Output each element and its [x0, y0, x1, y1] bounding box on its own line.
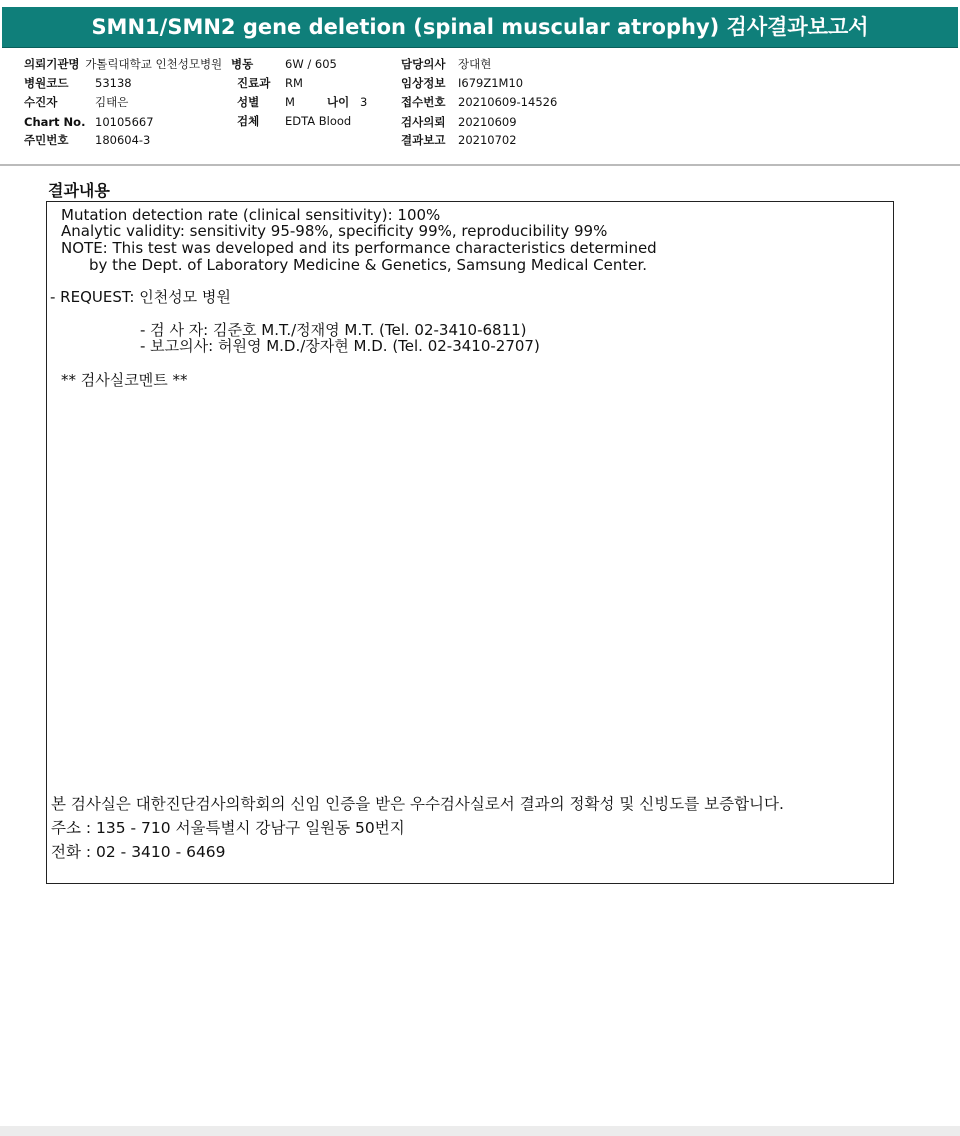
- result-line: by the Dept. of Laboratory Medicine & Genetics, Samsung Medical Center.: [89, 256, 648, 274]
- info-label: 의뢰기관명: [24, 57, 80, 71]
- info-value-report-date: 20210702: [458, 133, 517, 147]
- info-label: 검사의뢰: [401, 115, 446, 129]
- request-line: - REQUEST: 인천성모 병원: [50, 288, 231, 306]
- info-label: 성별: [237, 95, 260, 109]
- info-label: 임상정보: [401, 76, 446, 90]
- info-label: 병동: [231, 57, 254, 71]
- info-label-report-date: [401, 133, 445, 147]
- info-value-receipt-number: 20210609-14526: [458, 95, 558, 109]
- header-divider: [0, 164, 960, 166]
- info-label: 진료과: [237, 76, 271, 90]
- info-value-specimen: EDTA Blood: [285, 114, 352, 128]
- info-value-hospital-code: 53138: [95, 76, 132, 90]
- info-label: 담당의사: [401, 57, 446, 71]
- info-value-ward: 6W / 605: [285, 57, 337, 71]
- info-label: 검체: [237, 114, 260, 128]
- info-label-receipt-number: [401, 95, 445, 109]
- result-line: Mutation detection rate (clinical sensitivity): 100%: [61, 206, 441, 224]
- page-bottom-strip: [0, 1126, 960, 1136]
- info-row-requesting-institution: [24, 57, 222, 71]
- info-label: 병원코드: [24, 76, 69, 90]
- info-label-doctor: [401, 57, 445, 71]
- info-value-resident-number: 180604-3: [95, 133, 151, 147]
- section-title-results: 결과내용: [48, 181, 110, 200]
- info-label: 접수번호: [401, 95, 446, 109]
- info-value-request-date: 20210609: [458, 115, 517, 129]
- address-line: 주소 : 135 - 710 서울특별시 강남구 일원동 50번지: [51, 819, 405, 837]
- info-label-request-date: [401, 115, 445, 129]
- info-value-patient: 김태은: [95, 95, 129, 109]
- certification-statement: 본 검사실은 대한진단검사의학회의 신임 인증을 받은 우수검사실로서 결과의 정확성 및 신빙도를 보증합니다.: [51, 795, 784, 813]
- info-label-specimen: [237, 114, 259, 128]
- info-value-chart-no: 10105667: [95, 115, 154, 129]
- info-label-chart-no: [24, 115, 85, 129]
- info-label-ward: [231, 57, 253, 71]
- info-label-clinical-info: [401, 76, 445, 90]
- info-label: 수진자: [24, 95, 58, 109]
- examiner-line: - 검 사 자: 김준호 M.T./정재영 M.T. (Tel. 02-3410-6811): [140, 321, 527, 339]
- info-label: 나이: [327, 95, 350, 109]
- info-value-age: 3: [360, 95, 368, 109]
- info-value-clinical-info: I679Z1M10: [458, 76, 524, 90]
- info-label-department: [237, 76, 270, 90]
- info-label-patient: [24, 95, 57, 109]
- report-title: SMN1/SMN2 gene deletion (spinal muscular atrophy) 검사결과보고서: [2, 7, 958, 48]
- info-value-department: RM: [285, 76, 303, 90]
- info-value-sex: M: [285, 95, 295, 109]
- results-box: [46, 201, 894, 884]
- info-row-hospital-code: [24, 76, 68, 90]
- info-label-sex: [237, 95, 259, 109]
- info-value-doctor: 장대현: [458, 57, 492, 71]
- result-line: NOTE: This test was developed and its performance characteristics determined: [61, 239, 657, 257]
- lab-comment-heading: ** 검사실코멘트 **: [61, 371, 188, 389]
- info-label-resident-number: [24, 133, 68, 147]
- info-label: Chart No.: [24, 115, 86, 129]
- reporting-doctor-line: - 보고의사: 허원영 M.D./장자현 M.D. (Tel. 02-3410-2707): [140, 337, 540, 355]
- info-label: 결과보고: [401, 133, 446, 147]
- info-value: 가톨릭대학교 인천성모병원: [85, 57, 223, 71]
- result-line: Analytic validity: sensitivity 95-98%, specificity 99%, reproducibility 99%: [61, 222, 608, 240]
- info-label-age: [327, 95, 349, 109]
- info-label: 주민번호: [24, 133, 69, 147]
- phone-line: 전화 : 02 - 3410 - 6469: [51, 843, 226, 861]
